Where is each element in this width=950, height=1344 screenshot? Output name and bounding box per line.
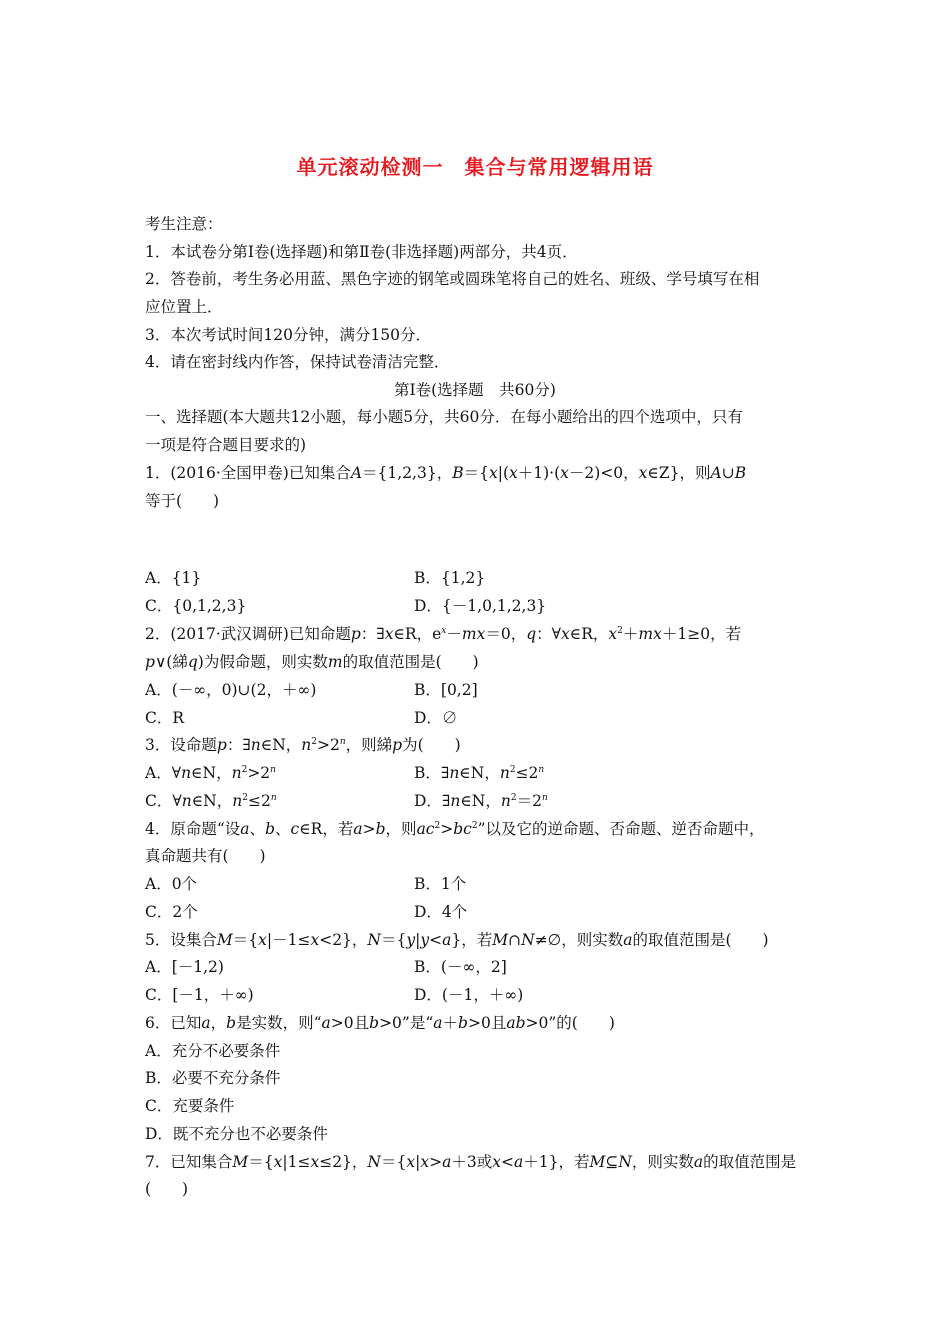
question-2-stem-2: p∨(綈q)为假命题，则实数m的取值范围是( ) bbox=[145, 653, 479, 671]
q5-option-b: B．(－∞，2] bbox=[414, 958, 507, 976]
q3-stem-c: 为( ) bbox=[402, 736, 461, 754]
q6-option-d: D．既不充分也不必要条件 bbox=[145, 1125, 328, 1143]
q4-option-a: A．0个 bbox=[145, 875, 198, 893]
question-2-stem: 2．(2017·武汉调研)已知命题p：∃x∈R，$e^x-mx=0$，q：∀x∈R，$x^2+mx+1\ge 0$，若 bbox=[145, 625, 742, 643]
q5-stem-a: 5．设集合 bbox=[145, 931, 217, 949]
q6-option-a: A．充分不必要条件 bbox=[145, 1042, 281, 1060]
q6-stem-a: 6．已知 bbox=[145, 1014, 202, 1032]
note-2b: 应位置上． bbox=[145, 298, 223, 316]
q3-option-b: B．∃n∈N，$n^2\le 2^n$ bbox=[414, 764, 545, 782]
section-intro-b: 一项是符合题目要求的) bbox=[145, 436, 307, 454]
question-1-stem: 1．(2016·全国甲卷)已知集合A＝{1,2,3}，B＝{x|(x＋1)·(x－2)<0，x∈Z}，则A∪B bbox=[145, 464, 747, 482]
q2-option-d: D．∅ bbox=[414, 709, 458, 727]
q3-option-d: D．∃n∈N，$n^2=2^n$ bbox=[414, 792, 548, 810]
note-4: 4．请在密封线内作答，保持试卷清洁完整． bbox=[145, 353, 450, 371]
q5-option-c: C．[－1，＋∞) bbox=[145, 986, 254, 1004]
q6-stem-c: ”是“ bbox=[401, 1014, 434, 1032]
q1-option-b: B．{1,2} bbox=[414, 569, 486, 587]
question-5-stem: 5．设集合M＝{x|－1≤x<2}，N＝{y|y<a}，若M∩N≠∅，则实数a的取值范围是( ) bbox=[145, 931, 769, 949]
q5-option-d: D．(－1，＋∞) bbox=[414, 986, 524, 1004]
q3-option-c: C．∀n∈N，$n^2\le 2^n$ bbox=[145, 792, 277, 810]
note-2a: 2．答卷前，考生务必用蓝、黑色字迹的钢笔或圆珠笔将自己的姓名、班级、学号填写在相 bbox=[145, 270, 760, 288]
q4-stem-c: 真命题共有( ) bbox=[145, 847, 266, 865]
q7-stem-c: 的取值范围是 bbox=[703, 1153, 797, 1171]
section-title: 第Ⅰ卷(选择题 共60分) bbox=[394, 381, 556, 399]
q7-stem-d: ( ) bbox=[145, 1180, 189, 1198]
q2-stem-b: 为假命题，则实数 bbox=[203, 653, 328, 671]
page-title: 单元滚动检测一 集合与常用逻辑用语 bbox=[296, 155, 654, 179]
q6-stem-b: 是实数，则“ bbox=[236, 1014, 322, 1032]
q3-option-a: A．∀n∈N，$n^2>2^n$ bbox=[145, 764, 276, 782]
q5-stem-b: ，则实数 bbox=[561, 931, 624, 949]
q7-stem-a: 7．已知集合 bbox=[145, 1153, 233, 1171]
q2-option-a: A．(－∞，0)∪(2，＋∞) bbox=[145, 681, 317, 699]
q6-option-c: C．充要条件 bbox=[145, 1097, 235, 1115]
q1-option-a: A．{1} bbox=[145, 569, 202, 587]
note-1: 1．本试卷分第Ⅰ卷(选择题)和第Ⅱ卷(非选择题)两部分，共4页． bbox=[145, 243, 578, 261]
q2-stem-c: 的取值范围是( ) bbox=[342, 653, 479, 671]
q5-option-a: A．[－1,2) bbox=[145, 958, 224, 976]
q3-stem-b: ，则綈 bbox=[345, 736, 393, 754]
notes-heading: 考生注意： bbox=[145, 215, 223, 233]
q1-stem-b: ，则 bbox=[679, 464, 711, 482]
section-intro-a: 一、选择题(本大题共12小题，每小题5分，共60分．在每小题给出的四个选项中，只有 bbox=[145, 408, 743, 426]
q5-stem-c: 的取值范围是( ) bbox=[632, 931, 769, 949]
q2-option-b: B．[0,2] bbox=[414, 681, 478, 699]
q1-option-c: C．{0,1,2,3} bbox=[145, 597, 247, 615]
q4-stem-b: ”以及它的逆命题、否命题、逆否命题中， bbox=[477, 820, 765, 838]
q7-stem-b: ，则实数 bbox=[631, 1153, 694, 1171]
q1-stem-a: 1．(2016·全国甲卷)已知集合 bbox=[145, 464, 351, 482]
question-7-stem: 7．已知集合M＝{x|1≤x≤2}，N＝{x|x>a＋3或x<a＋1}，若M⊆N，则实数a的取值范围是 bbox=[145, 1153, 797, 1171]
q6-stem-d: ”的( ) bbox=[548, 1014, 615, 1032]
question-3-stem: 3．设命题p：∃n∈N，$n^2>2^n$，则綈p为( ) bbox=[145, 736, 461, 754]
question-6-stem: 6．已知a，b是实数，则“a>0且b>0”是“a＋b>0且ab>0”的( ) bbox=[145, 1014, 615, 1032]
q4-option-c: C．2个 bbox=[145, 903, 198, 921]
q3-stem-a: 3．设命题 bbox=[145, 736, 217, 754]
q2-option-c: C．R bbox=[145, 709, 185, 727]
q4-option-d: D．4个 bbox=[414, 903, 468, 921]
q1-stem-c: 等于( ) bbox=[145, 492, 220, 510]
q4-stem-a: 4．原命题“设 bbox=[145, 820, 241, 838]
q6-option-b: B．必要不充分条件 bbox=[145, 1069, 281, 1087]
q2-stem-a: 2．(2017·武汉调研)已知命题 bbox=[145, 625, 351, 643]
q4-option-b: B．1个 bbox=[414, 875, 467, 893]
note-3: 3．本次考试时间120分钟，满分150分． bbox=[145, 326, 432, 344]
question-4-stem: 4．原命题“设a、b、c∈R，若a>b，则$ac^2>bc^2$”以及它的逆命题、否命题、逆否命题中， bbox=[145, 820, 765, 838]
q1-option-d: D．{－1,0,1,2,3} bbox=[414, 597, 547, 615]
